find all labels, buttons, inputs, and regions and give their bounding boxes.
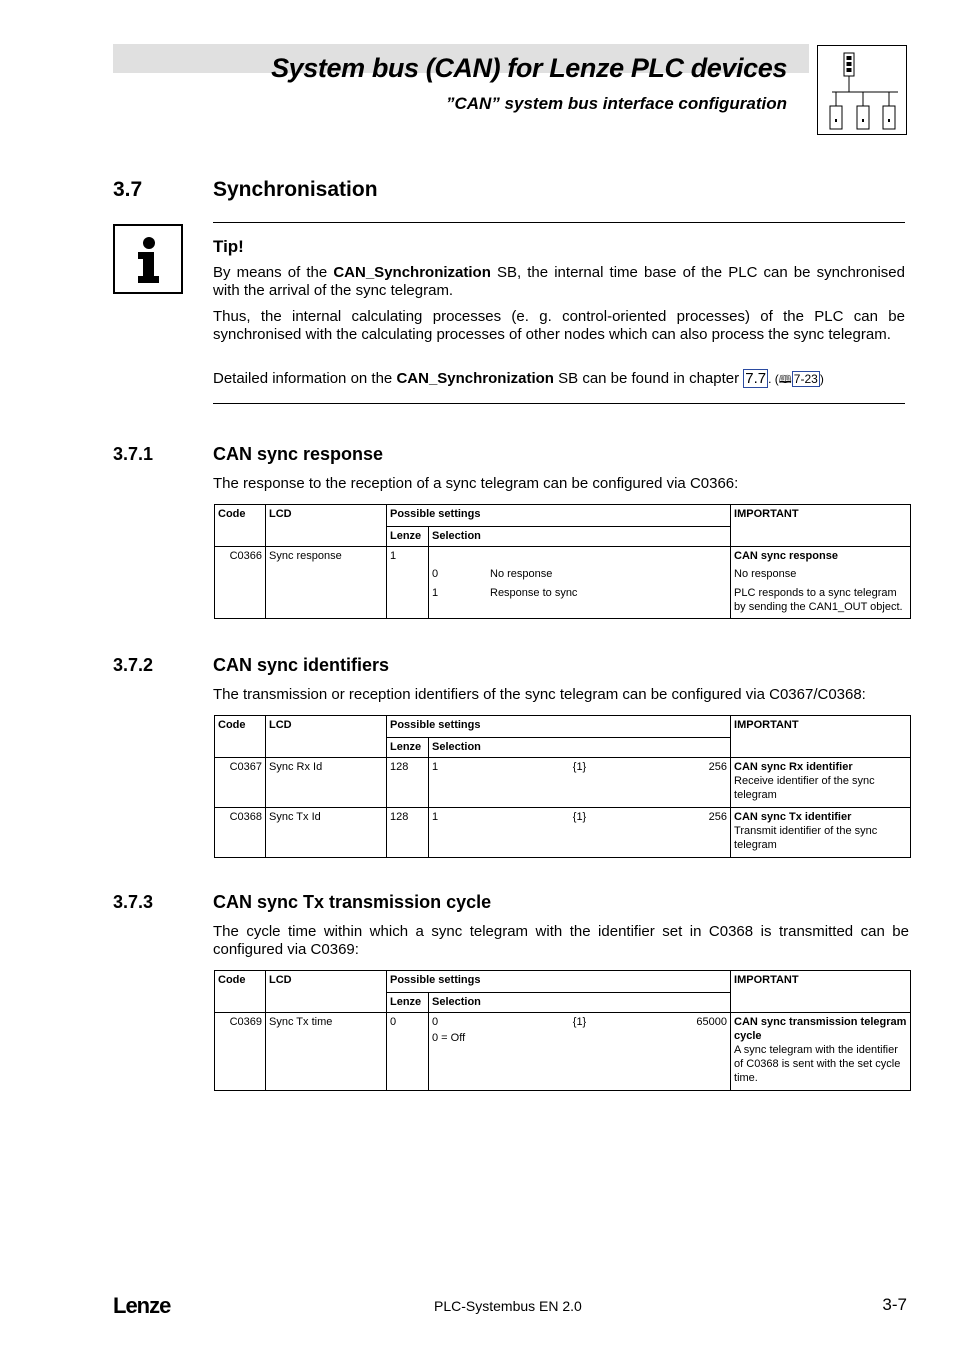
table-header-code: Code <box>215 505 266 547</box>
range-step: {1} <box>572 1016 587 1028</box>
table-row <box>215 758 911 808</box>
range-max: 65000 <box>696 1016 727 1028</box>
subsection-title: CAN sync Tx transmission cycle <box>213 892 492 912</box>
chapter-link[interactable]: 7.7 <box>745 370 767 387</box>
range-min: 1 <box>432 761 439 773</box>
lenze-cell: 128 <box>387 808 429 858</box>
lcd-cell: Sync Rx Id <box>266 758 387 808</box>
text: Detailed information on the <box>213 370 397 387</box>
table-header-lcd: LCD <box>266 505 387 547</box>
code-cell: C0369 <box>215 1013 266 1091</box>
table-header-selection: Selection <box>429 738 731 758</box>
range-min: 1 <box>432 811 439 823</box>
block-name: CAN_Synchronization <box>333 264 491 281</box>
important-title: CAN sync response <box>734 550 838 562</box>
range-min: 0 <box>432 1016 439 1028</box>
lenze-cell: 128 <box>387 758 429 808</box>
subsection-title: CAN sync response <box>213 444 384 464</box>
important-title: CAN sync Rx identifier <box>734 761 853 773</box>
important-text: Receive identifier of the sync telegram <box>734 775 875 801</box>
table-header-selection: Selection <box>429 993 731 1013</box>
page-link[interactable]: 7-23 <box>793 372 818 386</box>
table-row <box>215 1013 911 1091</box>
range-max: 256 <box>708 761 727 773</box>
table-header-possible: Possible settings <box>387 716 731 738</box>
tip-paragraph-3 <box>213 370 905 389</box>
divider <box>213 222 905 223</box>
selection-cell <box>429 1013 731 1091</box>
selection-cell <box>429 758 731 808</box>
table-header-selection: Selection <box>429 527 731 547</box>
text: By means of the <box>213 264 334 281</box>
subsection-title: CAN sync identifiers <box>213 655 390 675</box>
important-cell <box>731 547 911 619</box>
table-row <box>215 808 911 858</box>
code-cell: C0366 <box>215 547 266 619</box>
document-id: PLC-Systembus EN 2.0 <box>434 1298 582 1314</box>
important-cell <box>731 1013 911 1091</box>
subsection-intro: The transmission or reception identifiers of the sync telegram can be configured via C0367/C0368: <box>213 686 866 703</box>
text: SB, the internal time base of the PLC can be synchronised with the arrival of the sync telegram. <box>213 264 905 299</box>
table-header-important: IMPORTANT <box>731 505 911 547</box>
can-bus-network-icon <box>817 45 907 135</box>
table-header-code: Code <box>215 716 266 758</box>
tip-heading: Tip! <box>213 237 244 256</box>
table-header-lcd: LCD <box>266 716 387 758</box>
subsection-number: 3.7.2 <box>113 655 154 675</box>
code-cell: C0367 <box>215 758 266 808</box>
tip-paragraph-2: Thus, the internal calculating processes (e. g. control-oriented processes) of the PLC can be synchronised with the calculating processes of other nodes which can also process the sync telegram. <box>213 308 905 343</box>
important-text: PLC responds to a sync telegram by sending the CAN1_OUT object. <box>734 587 903 613</box>
important-text: No response <box>734 568 797 580</box>
table-header-lenze: Lenze <box>387 738 429 758</box>
text: SB can be found in chapter <box>553 370 744 387</box>
selection-cell <box>429 808 731 858</box>
page-title: System bus (CAN) for Lenze PLC devices <box>271 53 787 83</box>
option-text: No response <box>490 568 553 580</box>
lcd-cell: Sync Tx time <box>266 1013 387 1091</box>
lcd-cell: Sync Tx Id <box>266 808 387 858</box>
book-icon: 🕮 <box>778 374 792 386</box>
info-icon <box>113 224 183 294</box>
range-step: {1} <box>572 761 587 773</box>
page-number: 3-7 <box>882 1295 907 1314</box>
parameter-table-c0367-c0368 <box>214 715 911 858</box>
block-name: CAN_Synchronization <box>396 370 554 387</box>
lcd-cell: Sync response <box>266 547 387 619</box>
selection-cell <box>429 547 731 619</box>
important-text: A sync telegram with the identifier of C0368 is sent with the set cycle time. <box>734 1044 901 1084</box>
option-text: Response to sync <box>490 587 578 599</box>
lenze-cell: 0 <box>387 1013 429 1091</box>
parameter-table-c0366 <box>214 504 911 619</box>
range-step: {1} <box>572 811 587 823</box>
parameter-table-c0369 <box>214 970 911 1091</box>
table-header-lenze: Lenze <box>387 527 429 547</box>
important-cell <box>731 808 911 858</box>
lenze-cell: 1 <box>387 547 429 619</box>
page-subtitle: ”CAN” system bus interface configuration <box>445 94 787 113</box>
text: ) <box>819 372 824 386</box>
code-cell: C0368 <box>215 808 266 858</box>
subsection-intro: The response to the reception of a sync telegram can be configured via C0366: <box>213 475 739 492</box>
tip-paragraph-1 <box>213 264 905 300</box>
important-title: CAN sync transmission telegram cycle <box>734 1016 907 1042</box>
table-header-lcd: LCD <box>266 971 387 1013</box>
option-value: 0 <box>432 568 439 580</box>
subsection-number: 3.7.1 <box>113 444 154 464</box>
lenze-logo: Lenze <box>113 1293 171 1318</box>
important-title: CAN sync Tx identifier <box>734 811 852 823</box>
important-text: Transmit identifier of the sync telegram <box>734 825 878 851</box>
subsection-number: 3.7.3 <box>113 892 154 912</box>
important-cell <box>731 758 911 808</box>
divider <box>213 403 905 404</box>
table-header-possible: Possible settings <box>387 971 731 993</box>
table-header-lenze: Lenze <box>387 993 429 1013</box>
table-header-possible: Possible settings <box>387 505 731 527</box>
option-value: 1 <box>432 587 439 599</box>
text: . ( <box>768 372 779 386</box>
subsection-intro: The cycle time within which a sync telegram with the identifier set in C0368 is transmitted can be configured via C0369: <box>213 923 909 958</box>
table-row <box>215 547 911 619</box>
table-header-important: IMPORTANT <box>731 971 911 1013</box>
selection-note: 0 = Off <box>432 1032 466 1044</box>
table-header-important: IMPORTANT <box>731 716 911 758</box>
table-header-code: Code <box>215 971 266 1013</box>
section-title: Synchronisation <box>213 178 378 201</box>
section-number: 3.7 <box>113 178 143 201</box>
range-max: 256 <box>708 811 727 823</box>
